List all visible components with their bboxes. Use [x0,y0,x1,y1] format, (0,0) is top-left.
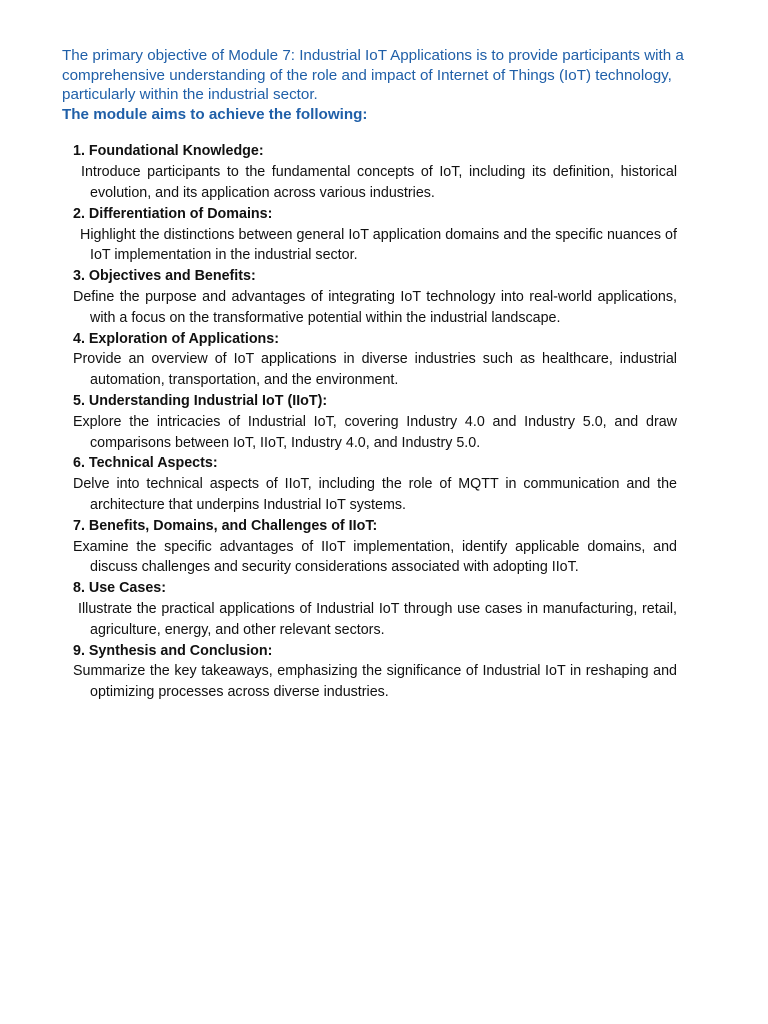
intro-paragraph: The primary objective of Module 7: Industrial IoT Applications is to provide participants with a comprehensive understanding of the role and impact of Internet of Things (IoT) technology, particularly within the industrial sector. [62,47,684,104]
item-body: Examine the specific advantages of IIoT implementation, identify applicable domains, and discuss challenges and security considerations associated with adopting IIoT. [73,538,677,576]
item-body: Introduce participants to the fundamental concepts of IoT, including its definition, historical evolution, and its application across various industries. [81,164,677,201]
aims-heading: The module aims to achieve the following: [62,105,368,123]
item-heading: 7. Benefits, Domains, and Challenges of IIoT: [73,517,378,534]
objectives-list [73,141,677,703]
item-body: Summarize the key takeaways, emphasizing the significance of Industrial IoT in reshaping and optimizing processes across diverse industries. [73,663,677,701]
item-heading: 8. Use Cases: [73,580,166,597]
list-item [73,329,677,391]
document-page [62,46,696,703]
item-body: Explore the intricacies of Industrial IoT, covering Industry 4.0 and Industry 5.0, and draw comparisons between IoT, IIoT, Industry 4.0, and Industry 5.0. [73,413,677,451]
item-body: Illustrate the practical applications of Industrial IoT through use cases in manufacturing, retail, agriculture, energy, and other relevant sectors. [78,600,677,638]
item-heading: 6. Technical Aspects: [73,455,218,472]
item-body: Delve into technical aspects of IIoT, including the role of MQTT in communication and the architecture that underpins Industrial IoT systems. [73,476,677,513]
item-heading: 1. Foundational Knowledge: [73,143,264,160]
list-item [73,141,677,203]
list-item [73,453,677,515]
item-heading: 2. Differentiation of Domains: [73,205,273,222]
list-item [73,266,677,328]
item-heading: 3. Objectives and Benefits: [73,268,256,285]
item-body: Define the purpose and advantages of integrating IoT technology into real-world applications, with a focus on the transformative potential within the industrial landscape. [73,288,677,326]
item-heading: 5. Understanding Industrial IoT (IIoT): [73,392,328,409]
list-item [73,578,677,640]
item-heading: 4. Exploration of Applications: [73,330,279,347]
item-body: Highlight the distinctions between general IoT application domains and the specific nuances of IoT implementation in the industrial sector. [80,226,677,264]
list-item [73,391,677,453]
list-item [73,641,677,703]
item-body: Provide an overview of IoT applications in diverse industries such as healthcare, industrial automation, transportation, and the environment. [73,351,677,389]
item-heading: 9. Synthesis and Conclusion: [73,642,273,659]
list-item [73,516,677,578]
list-item [73,204,677,266]
